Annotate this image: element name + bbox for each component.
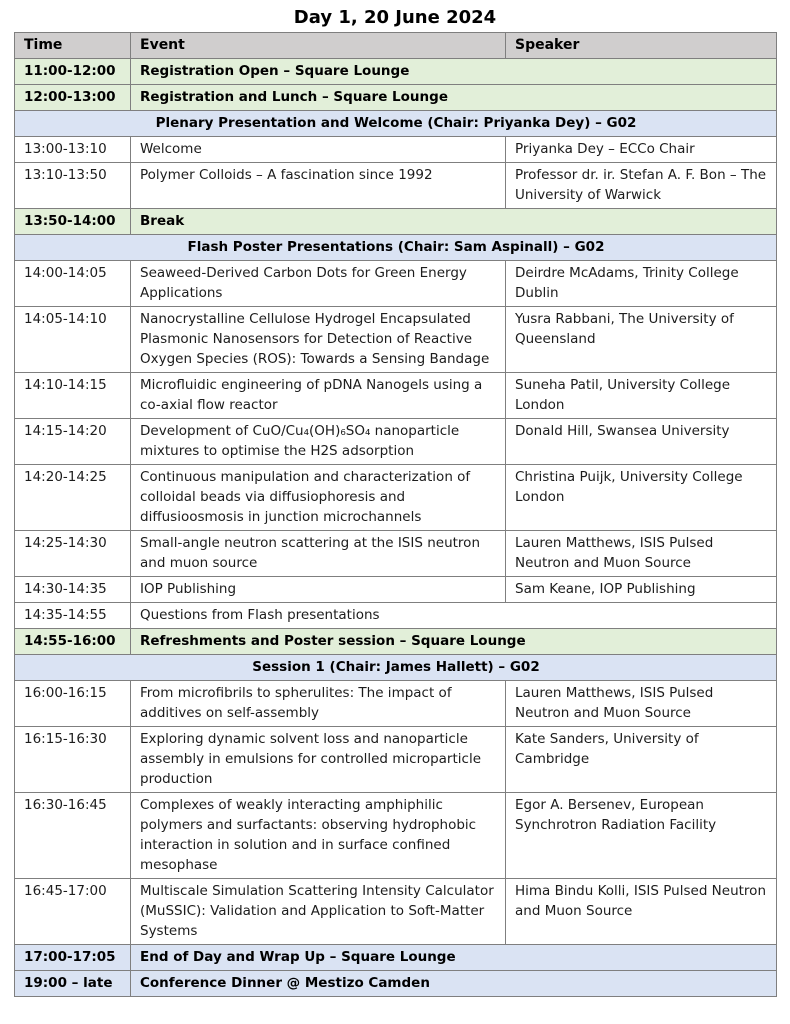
time-cell: 14:20-14:25 [15, 465, 131, 531]
time-cell: 16:15-16:30 [15, 727, 131, 793]
speaker-cell: Kate Sanders, University of Cambridge [506, 727, 777, 793]
table-row [15, 727, 777, 793]
event-cell: Refreshments and Poster session – Square Lounge [131, 629, 777, 655]
event-cell: Multiscale Simulation Scattering Intensity Calculator (MuSSIC): Validation and Application to Soft-Matter Systems [131, 879, 506, 945]
event-cell: End of Day and Wrap Up – Square Lounge [131, 945, 777, 971]
table-row [15, 681, 777, 727]
table-row [15, 629, 777, 655]
time-cell: 13:00-13:10 [15, 137, 131, 163]
time-cell: 16:45-17:00 [15, 879, 131, 945]
event-cell: Break [131, 209, 777, 235]
time-cell: 19:00 – late [15, 971, 131, 997]
time-cell: 14:30-14:35 [15, 577, 131, 603]
speaker-cell: Lauren Matthews, ISIS Pulsed Neutron and Muon Source [506, 681, 777, 727]
table-row [15, 793, 777, 879]
time-cell: 16:00-16:15 [15, 681, 131, 727]
event-cell: Exploring dynamic solvent loss and nanoparticle assembly in emulsions for controlled microparticle production [131, 727, 506, 793]
event-cell: Welcome [131, 137, 506, 163]
column-header-time: Time [15, 33, 131, 59]
event-cell: Nanocrystalline Cellulose Hydrogel Encapsulated Plasmonic Nanosensors for Detection of Reactive Oxygen Species (ROS): Towards a Sensing Bandage [131, 307, 506, 373]
event-cell: Registration Open – Square Lounge [131, 59, 777, 85]
event-cell: IOP Publishing [131, 577, 506, 603]
section-title: Session 1 (Chair: James Hallett) – G02 [15, 655, 777, 681]
table-row [15, 577, 777, 603]
time-cell: 14:25-14:30 [15, 531, 131, 577]
time-cell: 12:00-13:00 [15, 85, 131, 111]
speaker-cell: Christina Puijk, University College London [506, 465, 777, 531]
table-row [15, 209, 777, 235]
event-cell: Microfluidic engineering of pDNA Nanogels using a co-axial flow reactor [131, 373, 506, 419]
speaker-cell: Suneha Patil, University College London [506, 373, 777, 419]
speaker-cell: Professor dr. ir. Stefan A. F. Bon – The University of Warwick [506, 163, 777, 209]
event-cell: Conference Dinner @ Mestizo Camden [131, 971, 777, 997]
table-row [15, 307, 777, 373]
page-title: Day 1, 20 June 2024 [293, 7, 497, 28]
table-row [15, 373, 777, 419]
speaker-cell: Donald Hill, Swansea University [506, 419, 777, 465]
table-row [15, 531, 777, 577]
table-row [15, 465, 777, 531]
table-row [15, 163, 777, 209]
time-cell: 17:00-17:05 [15, 945, 131, 971]
section-header-row [15, 655, 777, 681]
event-cell: Small-angle neutron scattering at the ISIS neutron and muon source [131, 531, 506, 577]
time-cell: 14:15-14:20 [15, 419, 131, 465]
table-row [15, 59, 777, 85]
section-title: Plenary Presentation and Welcome (Chair: Priyanka Dey) – G02 [15, 111, 777, 137]
section-header-row [15, 111, 777, 137]
column-header-event: Event [131, 33, 506, 59]
speaker-cell: Sam Keane, IOP Publishing [506, 577, 777, 603]
table-row [15, 261, 777, 307]
speaker-cell: Lauren Matthews, ISIS Pulsed Neutron and Muon Source [506, 531, 777, 577]
table-row [15, 971, 777, 997]
table-row [15, 945, 777, 971]
speaker-cell: Egor A. Bersenev, European Synchrotron Radiation Facility [506, 793, 777, 879]
event-cell: Development of CuO/Cu₄(OH)₆SO₄ nanoparticle mixtures to optimise the H2S adsorption [131, 419, 506, 465]
event-cell: Complexes of weakly interacting amphiphilic polymers and surfactants: observing hydrophobic interaction in solution and in surface confined mesophase [131, 793, 506, 879]
table-row [15, 419, 777, 465]
table-header [15, 33, 777, 59]
section-title: Flash Poster Presentations (Chair: Sam Aspinall) – G02 [15, 235, 777, 261]
time-cell: 14:35-14:55 [15, 603, 131, 629]
time-cell: 16:30-16:45 [15, 793, 131, 879]
column-header-speaker: Speaker [506, 33, 777, 59]
time-cell: 13:10-13:50 [15, 163, 131, 209]
speaker-cell: Yusra Rabbani, The University of Queensland [506, 307, 777, 373]
time-cell: 14:10-14:15 [15, 373, 131, 419]
event-cell: Questions from Flash presentations [131, 603, 777, 629]
header-row [15, 33, 777, 59]
time-cell: 14:55-16:00 [15, 629, 131, 655]
event-cell: Continuous manipulation and characterization of colloidal beads via diffusiophoresis and diffusioosmosis in junction microchannels [131, 465, 506, 531]
event-cell: Seaweed-Derived Carbon Dots for Green Energy Applications [131, 261, 506, 307]
speaker-cell: Deirdre McAdams, Trinity College Dublin [506, 261, 777, 307]
table-row [15, 879, 777, 945]
table-body [15, 59, 777, 997]
table-row [15, 603, 777, 629]
event-cell: Registration and Lunch – Square Lounge [131, 85, 777, 111]
speaker-cell: Priyanka Dey – ECCo Chair [506, 137, 777, 163]
table-row [15, 85, 777, 111]
section-header-row [15, 235, 777, 261]
event-cell: Polymer Colloids – A fascination since 1992 [131, 163, 506, 209]
table-row [15, 137, 777, 163]
time-cell: 11:00-12:00 [15, 59, 131, 85]
schedule-table [14, 32, 777, 997]
time-cell: 14:00-14:05 [15, 261, 131, 307]
time-cell: 13:50-14:00 [15, 209, 131, 235]
time-cell: 14:05-14:10 [15, 307, 131, 373]
speaker-cell: Hima Bindu Kolli, ISIS Pulsed Neutron and Muon Source [506, 879, 777, 945]
event-cell: From microfibrils to spherulites: The impact of additives on self-assembly [131, 681, 506, 727]
